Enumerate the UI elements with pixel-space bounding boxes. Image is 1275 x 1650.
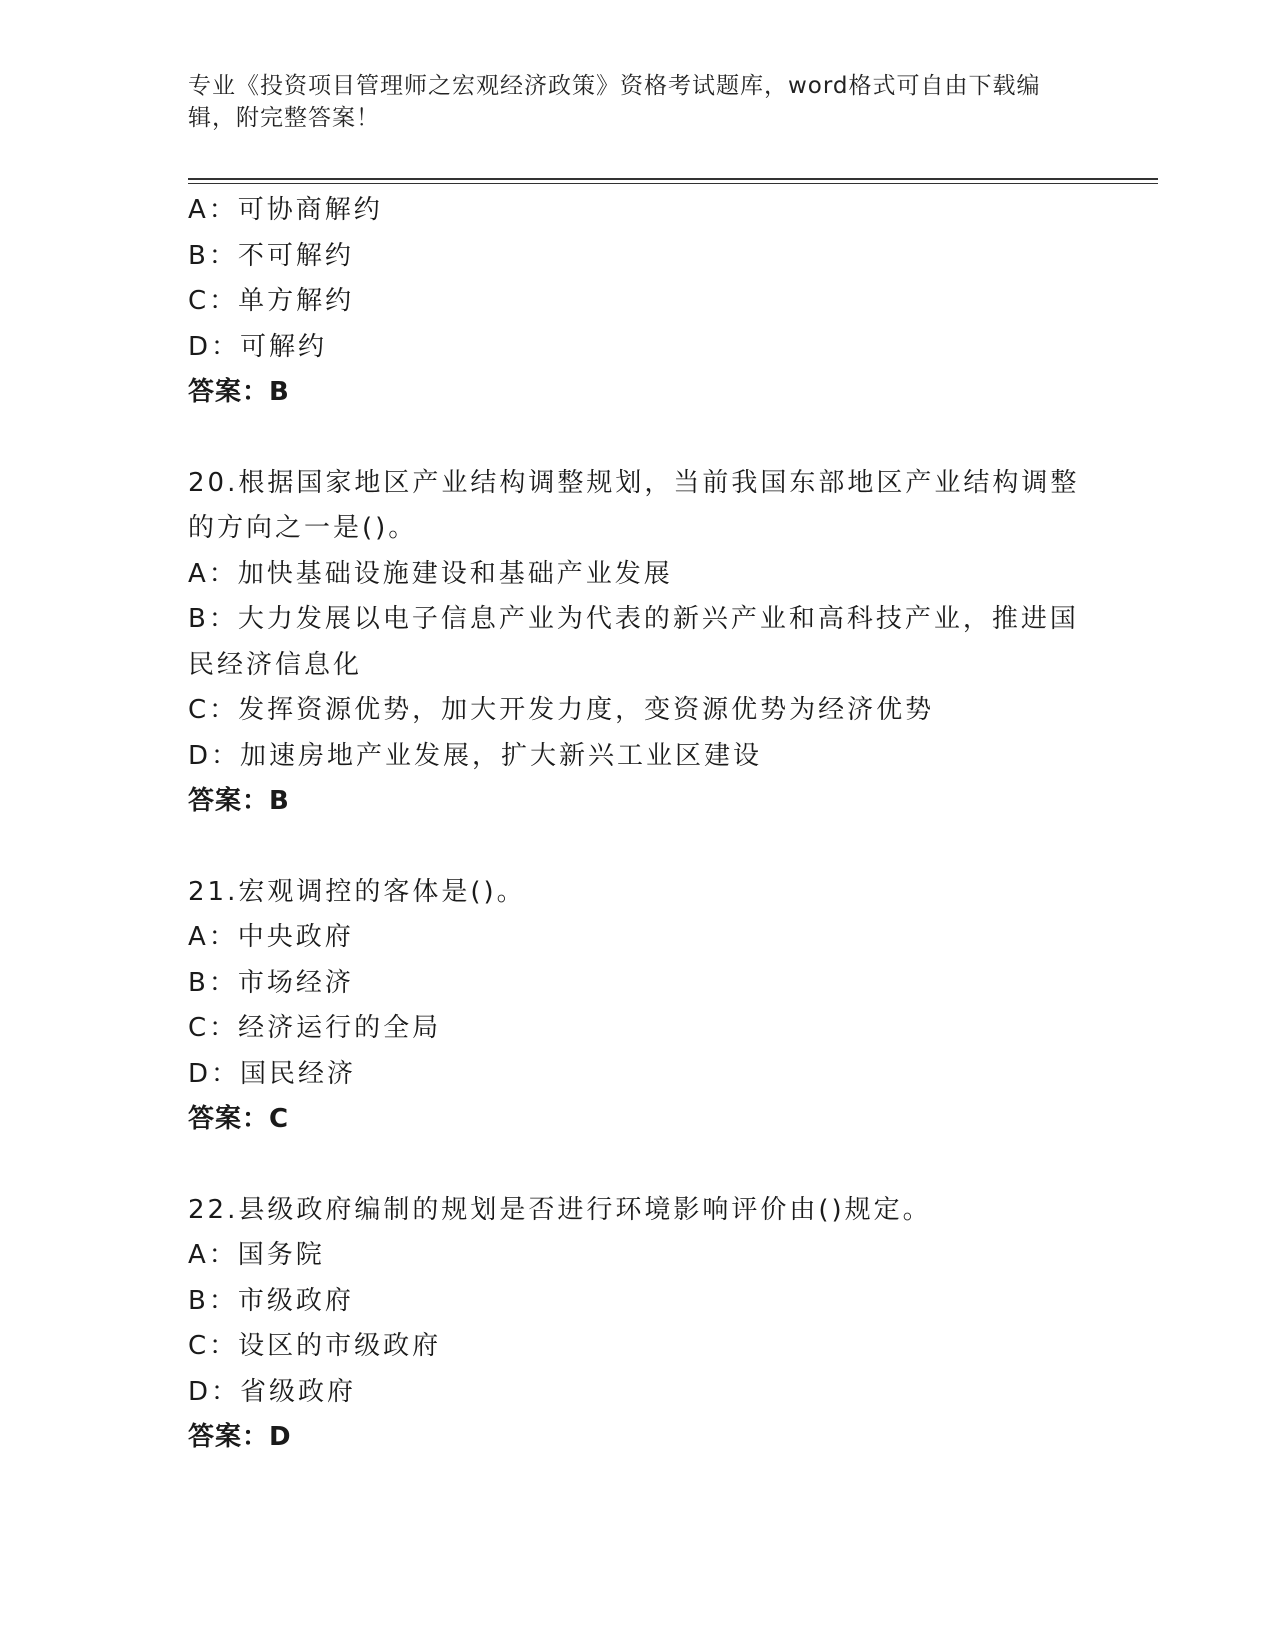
option-a: A：中央政府 xyxy=(188,922,354,952)
option-d: D：可解约 xyxy=(188,331,328,362)
question-21 xyxy=(188,870,1088,1143)
question-stem: 20.根据国家地区产业结构调整规划，当前我国东部地区产业结构调整的方向之一是()。 xyxy=(188,467,1080,543)
option-b: B：不可解约 xyxy=(188,240,354,271)
spacer xyxy=(188,416,1088,461)
option-b: B：大力发展以电子信息产业为代表的新兴产业和高科技产业，推进国民经济信息化 xyxy=(188,604,1079,680)
question-22 xyxy=(188,1188,1088,1461)
header-divider-thick xyxy=(188,178,1158,180)
option-d: D：省级政府 xyxy=(188,1376,357,1407)
option-c: C：经济运行的全局 xyxy=(188,1013,442,1043)
option-b: B：市级政府 xyxy=(188,1285,354,1316)
spacer xyxy=(188,1143,1088,1188)
option-a: A：可协商解约 xyxy=(188,195,383,225)
document-header: 专业《投资项目管理师之宏观经济政策》资格考试题库，word格式可自由下载编辑，附完整答案！ xyxy=(188,73,1041,131)
option-c: C：设区的市级政府 xyxy=(188,1331,442,1361)
option-a: A：国务院 xyxy=(188,1240,325,1270)
option-b: B：市场经济 xyxy=(188,967,354,998)
option-c: C：发挥资源优势，加大开发力度，变资源优势为经济优势 xyxy=(188,695,935,725)
option-d: D：加速房地产业发展，扩大新兴工业区建设 xyxy=(188,740,763,771)
answer: 答案：D xyxy=(188,1422,292,1452)
question-stem: 22.县级政府编制的规划是否进行环境影响评价由()规定。 xyxy=(188,1194,932,1225)
header-divider-thin xyxy=(188,183,1158,184)
answer: 答案：B xyxy=(188,786,290,816)
answer: 答案：C xyxy=(188,1104,290,1134)
spacer xyxy=(188,825,1088,870)
question-stem: 21.宏观调控的客体是()。 xyxy=(188,876,526,907)
option-d: D：国民经济 xyxy=(188,1058,357,1089)
option-c: C：单方解约 xyxy=(188,286,355,316)
question-continued xyxy=(188,188,1088,416)
option-a: A：加快基础设施建设和基础产业发展 xyxy=(188,558,673,589)
question-20 xyxy=(188,461,1088,825)
question-list xyxy=(188,188,1088,1461)
answer: 答案：B xyxy=(188,377,290,407)
